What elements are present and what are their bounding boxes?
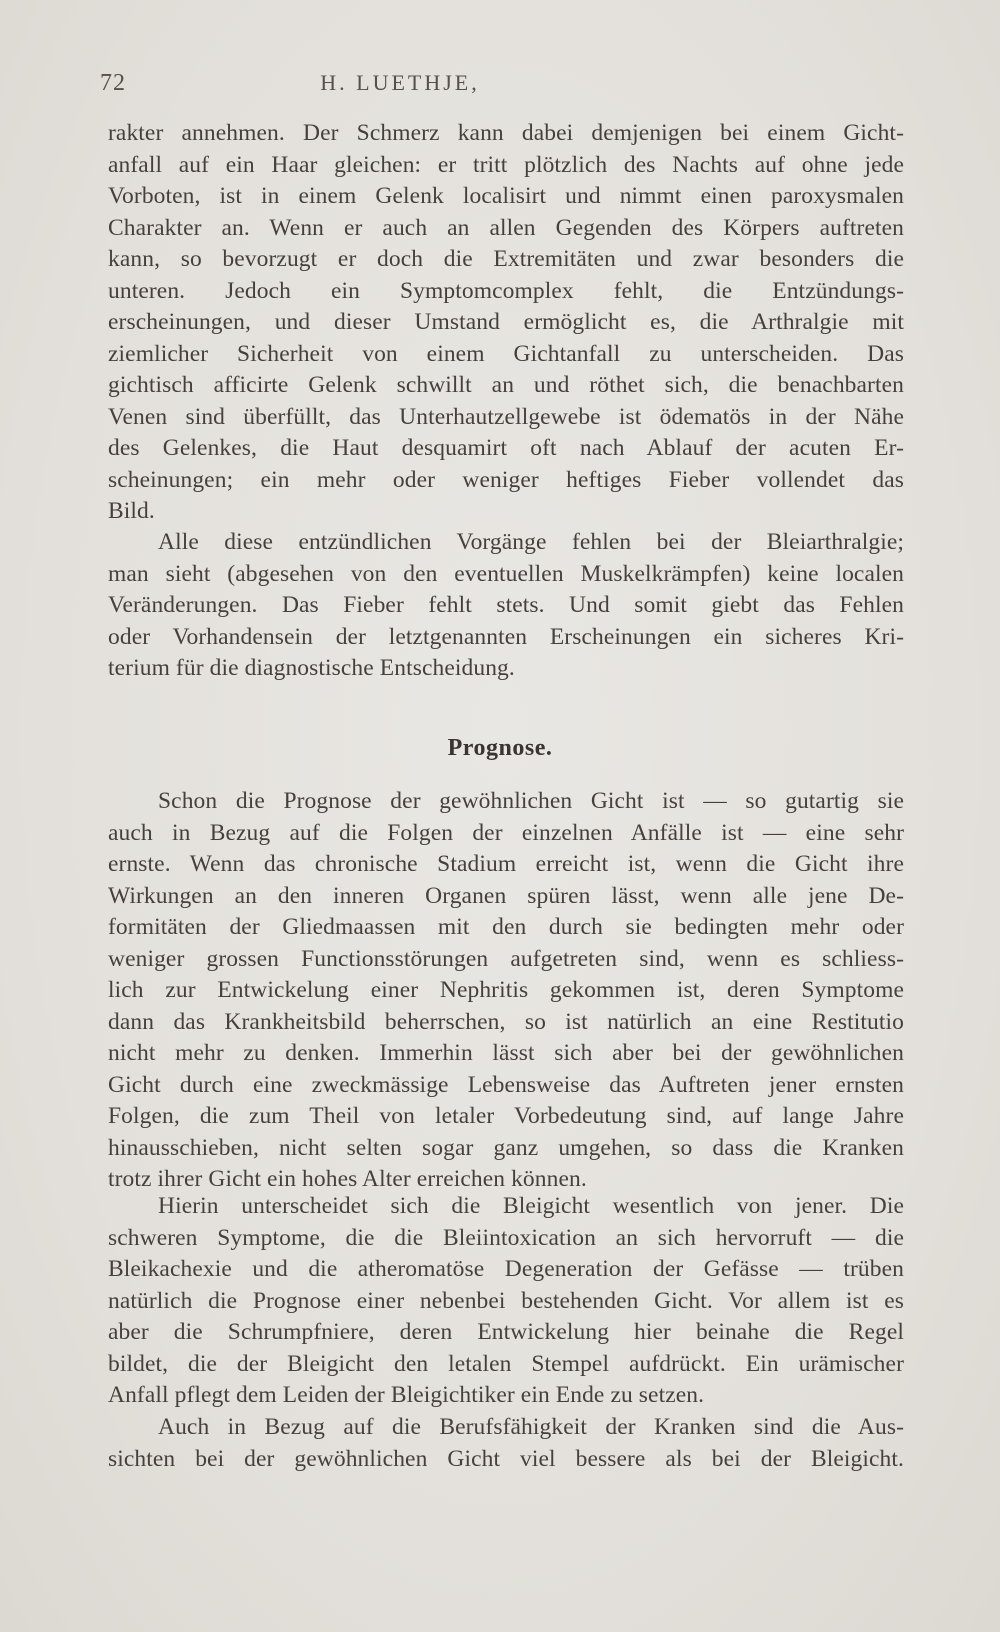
- text-line: Wirkungen an den inneren Organen spüren lässt, wenn alle jene De-: [108, 882, 904, 909]
- text-line: oder Vorhandensein der letztgenannten Erscheinungen ein sicheres Kri-: [108, 623, 904, 650]
- paragraph-inflammation-absence: [108, 527, 904, 685]
- text-line: Gicht durch eine zweckmässige Lebensweise das Auftreten jener ernsten: [108, 1071, 904, 1098]
- text-line: Anfall pflegt dem Leiden der Bleigichtiker ein Ende zu setzen.: [108, 1382, 705, 1408]
- text-line: Bleikachexie und die atheromatöse Degeneration der Gefässe — trüben: [108, 1256, 904, 1282]
- page-number: 72: [100, 70, 126, 96]
- text-line: aber die Schrumpfniere, deren Entwickelung hier beinahe die Regel: [108, 1319, 904, 1345]
- paragraph-work-capacity: [108, 1412, 904, 1475]
- text-line: lich zur Entwickelung einer Nephritis gekommen ist, deren Symptome: [108, 977, 904, 1003]
- text-line: Venen sind überfüllt, das Unterhautzellgewebe ist ödematös in der Nähe: [108, 403, 904, 430]
- text-line: unteren. Jedoch ein Symptomcomplex fehlt, die Entzündungs-: [108, 277, 904, 304]
- text-line: erscheinungen, und dieser Umstand ermöglicht es, die Arthralgie mit: [108, 309, 904, 335]
- text-line: Folgen, die zum Theil von letaler Vorbedeutung sind, auf lange Jahre: [108, 1103, 904, 1129]
- text-line: Alle diese entzündlichen Vorgänge fehlen bei der Bleiarthralgie;: [158, 529, 904, 555]
- text-line: auch in Bezug auf die Folgen der einzelnen Anfälle ist — eine sehr: [108, 819, 904, 846]
- text-line: bildet, die der Bleigicht den letalen Stempel aufdrückt. Ein urämischer: [108, 1350, 904, 1377]
- text-line: des Gelenkes, die Haut desquamirt oft nach Ablauf der acuten Er-: [108, 435, 904, 461]
- text-line: nicht mehr zu denken. Immerhin lässt sich aber bei der gewöhnlichen: [108, 1040, 904, 1066]
- text-line: Auch in Bezug auf die Berufsfähigkeit der Kranken sind die Aus-: [158, 1414, 904, 1440]
- text-line: Schon die Prognose der gewöhnlichen Gicht ist — so gutartig sie: [158, 788, 904, 814]
- text-line: Veränderungen. Das Fieber fehlt stets. Und somit giebt das Fehlen: [108, 592, 904, 618]
- text-line: scheinungen; ein mehr oder weniger heftiges Fieber vollendet das: [108, 466, 904, 493]
- paragraph-lead-gout-prognosis: [108, 1191, 904, 1412]
- text-line: Charakter an. Wenn er auch an allen Gegenden des Körpers auftreten: [108, 214, 904, 241]
- text-line: terium für die diagnostische Entscheidung.: [108, 655, 515, 681]
- text-line: ernste. Wenn das chronische Stadium erreicht ist, wenn die Gicht ihre: [108, 851, 904, 877]
- text-line: ziemlicher Sicherheit von einem Gichtanfall zu unterscheiden. Das: [108, 340, 904, 367]
- running-head-author: H. LUETHJE,: [320, 70, 480, 95]
- text-line: schweren Symptome, die die Bleiintoxication an sich hervorruft — die: [108, 1224, 904, 1251]
- text-line: anfall auf ein Haar gleichen: er tritt plötzlich des Nachts auf ohne jede: [108, 151, 904, 178]
- text-line: Bild.: [108, 498, 155, 524]
- text-line: gichtisch afficirte Gelenk schwillt an und röthet sich, die benachbarten: [108, 372, 904, 398]
- text-line: dann das Krankheitsbild beherrschen, so ist natürlich an eine Restitutio: [108, 1008, 904, 1035]
- section-heading-prognose: Prognose.: [447, 735, 553, 761]
- text-line: trotz ihrer Gicht ein hohes Alter erreichen können.: [108, 1166, 587, 1192]
- text-line: Hierin unterscheidet sich die Bleigicht wesentlich von jener. Die: [158, 1193, 904, 1219]
- running-head: [100, 70, 900, 100]
- text-line: kann, so bevorzugt er doch die Extremitäten und zwar besonders die: [108, 246, 904, 272]
- paragraph-arthralgia-comparison: [108, 118, 904, 528]
- paragraph-prognosis-gout: [108, 786, 904, 1196]
- text-line: natürlich die Prognose einer nebenbei bestehenden Gicht. Vor allem ist es: [108, 1287, 904, 1314]
- text-line: sichten bei der gewöhnlichen Gicht viel bessere als bei der Bleigicht.: [108, 1445, 904, 1472]
- text-line: man sieht (abgesehen von den eventuellen Muskelkrämpfen) keine localen: [108, 560, 904, 587]
- text-line: Vorboten, ist in einem Gelenk localisirt und nimmt einen paroxysmalen: [108, 183, 904, 209]
- text-line: weniger grossen Functionsstörungen aufgetreten sind, wenn es schliess-: [108, 945, 904, 972]
- text-line: hinausschieben, nicht selten sogar ganz umgehen, so dass die Kranken: [108, 1134, 904, 1161]
- text-line: rakter annehmen. Der Schmerz kann dabei demjenigen bei einem Gicht-: [108, 120, 904, 146]
- text-line: formitäten der Gliedmaassen mit den durch sie bedingten mehr oder: [108, 914, 904, 940]
